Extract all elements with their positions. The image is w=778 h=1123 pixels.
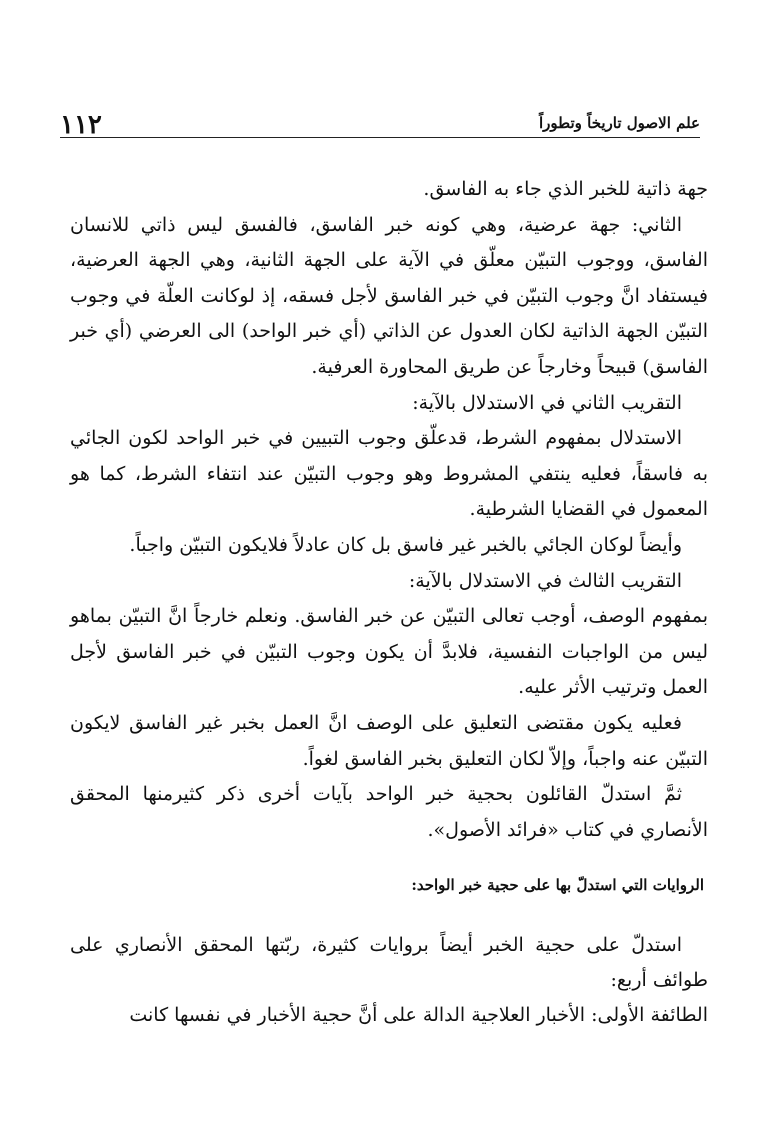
paragraph: فعليه يكون مقتضى التعليق على الوصف انَّ العمل بخبر غير الفاسق لايكون التبيّن عنه واجباً، وإلاّ لكان التعليق بخبر الفاسق لغواً. xyxy=(70,711,708,770)
paragraph: الثاني: جهة عرضية، وهي كونه خبر الفاسق، فالفسق ليس ذاتي للانسان الفاسق، ووجوب التبيّن معلّق في الآية على الجهة الثانية، وهي الجهة العرضية، فيستفاد انَّ وجوب التبيّن في خبر الفاسق لأجل فسقه، إذ لوكانت العلّة في وجوب التبيّن الجهة الذاتية لكان العدول عن الذاتي (أي خبر الواحد) الى العرضي (أي خبر الفاسق) قبيحاً وخارجاً عن طريق المحاورة العرفية. xyxy=(70,213,708,378)
running-head xyxy=(60,100,700,140)
section-heading: الروايات التي استدلّ بها على حجية خبر الواحد: xyxy=(411,876,704,894)
main-text xyxy=(70,172,708,848)
subheading: التقريب الثالث في الاستدلال بالآية: xyxy=(408,569,682,592)
subheading: التقريب الثاني في الاستدلال بالآية: xyxy=(412,391,682,414)
book-title: علم الاصول تاريخاً وتطوراً xyxy=(539,114,700,132)
paragraph: استدلّ على حجية الخبر أيضاً بروايات كثيرة، ربّتها المحقق الأنصاري على طوائف أربع: xyxy=(70,934,708,991)
paragraph: وأيضاً لوكان الجائي بالخبر غير فاسق بل كان عادلاً فلايكون التبيّن واجباً. xyxy=(129,533,682,556)
section-text xyxy=(70,928,708,1033)
paragraph: الاستدلال بمفهوم الشرط، قدعلّق وجوب التبيين في خبر الواحد لكون الجائي به فاسقاً، فعليه ينتفي المشروط وهو وجوب التبيّن عند انتفاء الشرط، كما هو المعمول في القضايا الشرطية. xyxy=(70,427,708,521)
paragraph: الطائفة الأولى: الأخبار العلاجية الدالة على أنَّ حجية الأخبار في نفسها كانت xyxy=(129,1004,708,1026)
paragraph: ثمَّ استدلّ القائلون بحجية خبر الواحد بآيات أخرى ذكر كثيرمنها المحقق الأنصاري في كتاب «فرائد الأصول». xyxy=(70,783,708,841)
paragraph: جهة ذاتية للخبر الذي جاء به الفاسق. xyxy=(423,178,708,200)
paragraph: بمفهوم الوصف، أوجب تعالى التبيّن عن خبر الفاسق. ونعلم خارجاً انَّ التبيّن بماهو ليس من الواجبات النفسية، فلابدَّ أن يكون وجوب التبيّن في خبر الفاسق لأجل العمل وترتيب الأثر عليه. xyxy=(70,605,708,699)
page-number: ١١٢ xyxy=(60,110,102,140)
header-rule xyxy=(60,137,700,138)
